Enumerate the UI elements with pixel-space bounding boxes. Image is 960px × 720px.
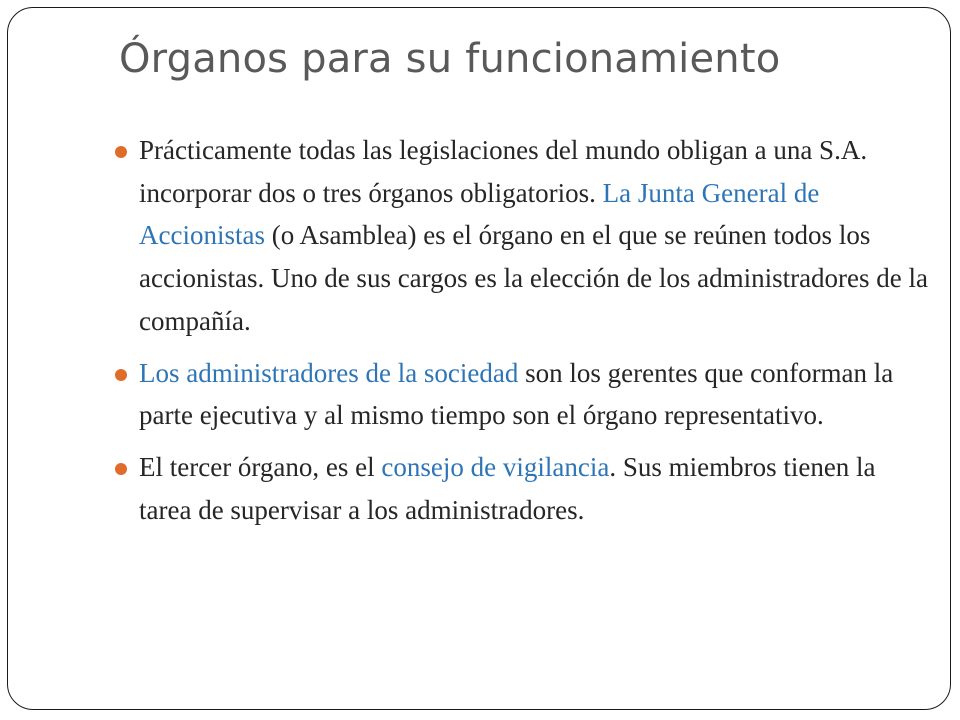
bullet-item-3 — [139, 446, 929, 531]
bullet-dot-icon — [115, 369, 127, 381]
bullet-item-1 — [139, 129, 929, 343]
bullet-dot-icon — [115, 463, 127, 475]
bullet-2-text: son los gerentes que conforman la parte ejecutiva y al mismo tiempo son el órgano representativo. — [139, 357, 894, 431]
bullet-dot-icon — [115, 146, 127, 158]
slide-frame — [7, 7, 951, 710]
bullet-item-2 — [139, 352, 929, 437]
bullet-1-text: Prácticamente todas las legislaciones del mundo obligan a una S.A. incorporar dos o tres órganos obligatorios. — [139, 135, 868, 208]
slide-title: Órganos para su funcionamiento — [119, 36, 781, 82]
bullet-3-text-continued: . Sus miembros tienen la tarea de supervisar a los administradores. — [139, 451, 876, 525]
bullet-3-text: El tercer órgano, es el — [139, 451, 382, 482]
bullet-list — [139, 129, 929, 540]
bullet-2-highlight: Los administradores de la sociedad — [139, 357, 519, 388]
bullet-3-highlight: consejo de vigilancia — [381, 451, 610, 482]
bullet-1-highlight: La Junta General de Accionistas — [139, 177, 820, 251]
bullet-1-text-continued: (o Asamblea) es el órgano en el que se reúnen todos los accionistas. Uno de sus cargos es la elección de los administradores de la compañía. — [139, 220, 929, 336]
